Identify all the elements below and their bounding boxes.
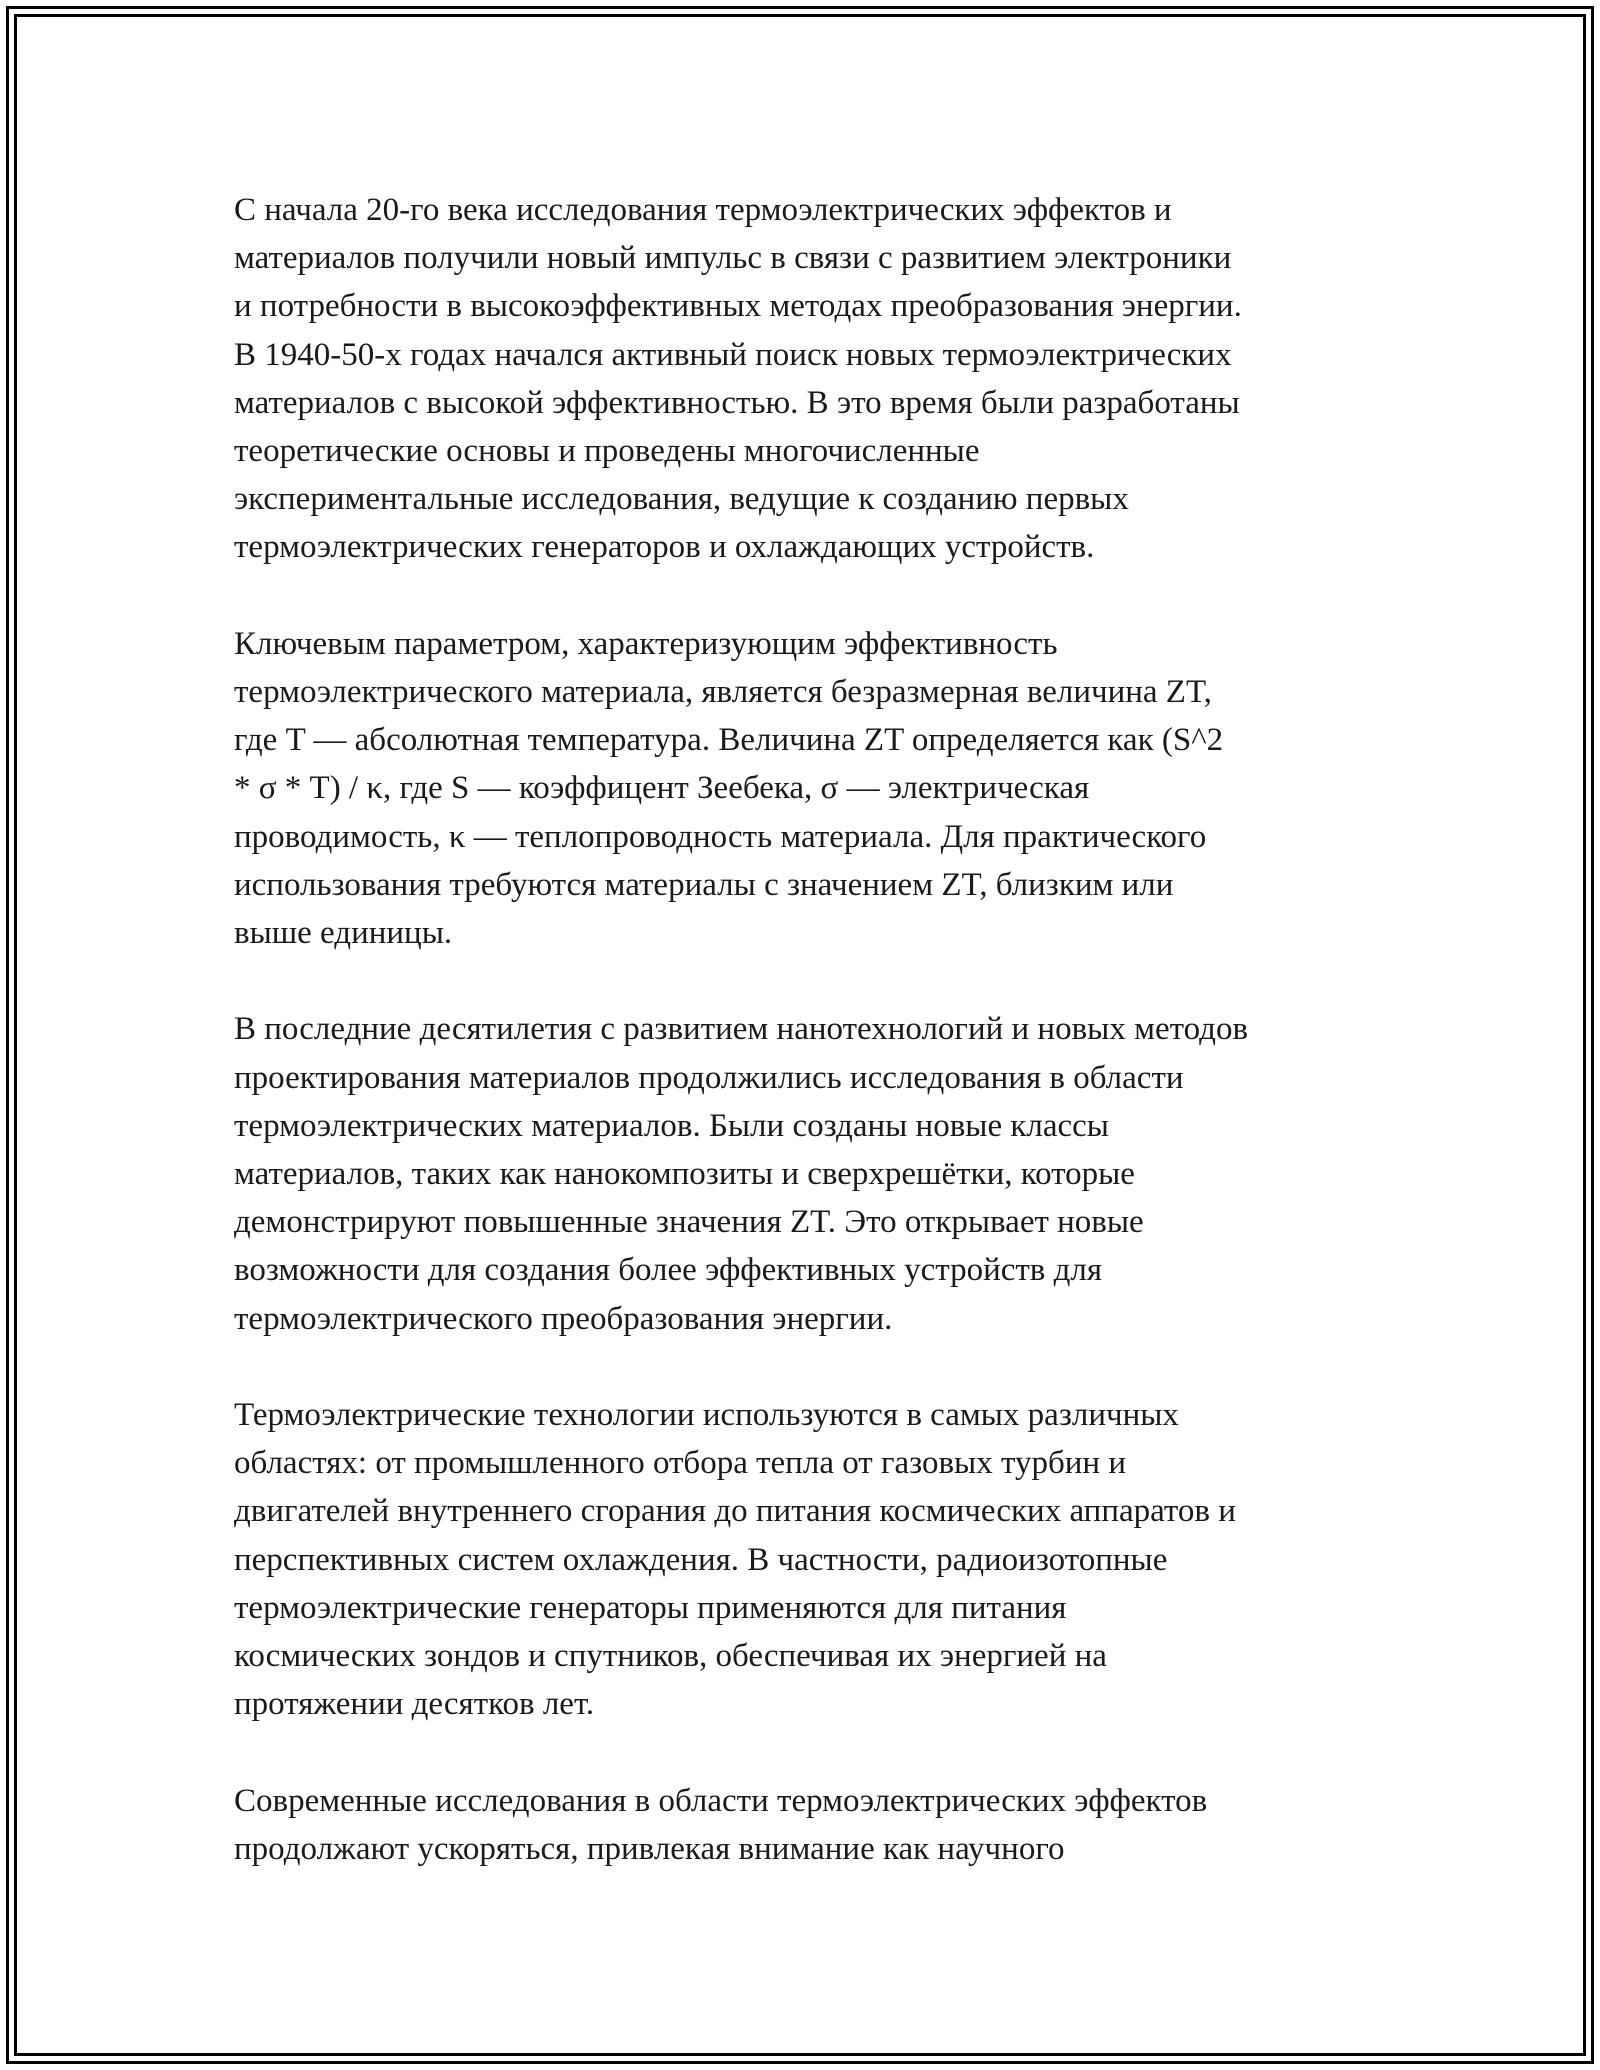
paragraph-nanotechnology: В последние десятилетия с развитием нанотехнологий и новых методов проектирования материалов продолжились исследования в области термоэлектрических материалов. Были созданы новые классы материалов, таких как нанокомпозиты и сверхрешётки, которые демонстрируют повышенные значения ZT. Это открывает новые возможности для создания более эффективных устройств для термоэлектрического преобразования энергии. <box>234 1011 1249 1337</box>
paragraph-zt-parameter: Ключевым параметром, характеризующим эффективность термоэлектрического материала, является безразмерная величина ZT, где T — абсолютная температура. Величина ZT определяется как (S^2 * σ * T) / κ, где S — коэффицент Зеебека, σ — электрическая проводимость, κ — теплопроводность материала. Для практического использования требуются материалы с значением ZT, близким или выше единицы. <box>234 625 1224 952</box>
paragraph-modern-research: Современные исследования в области термоэлектрических эффектов продолжают ускоряться, привлекая внимание как научного <box>234 1782 1208 1867</box>
paragraph-history: С начала 20-го века исследования термоэлектрических эффектов и материалов получили новый импульс в связи с развитием электроники и потребности в высокоэффективных методах преобразования энергии. В 1940-50-х годах начался активный поиск новых термоэлектрических материалов с высокой эффективностью. В это время были разработаны теоретические основы и проведены многочисленные экспериментальные исследования, ведущие к созданию первых термоэлектрических генераторов и охлаждающих устройств. <box>234 192 1242 566</box>
paragraph-applications: Термоэлектрические технологии используются в самых различных областях: от промышленного отбора тепла от газовых турбин и двигателей внутреннего сгорания до питания космических аппаратов и перспективных систем охлаждения. В частности, радиоизотопные термоэлектрические генераторы применяются для питания космических зондов и спутников, обеспечивая их энергией на протяжении десятков лет. <box>234 1397 1236 1723</box>
document-body <box>234 186 1369 1873</box>
